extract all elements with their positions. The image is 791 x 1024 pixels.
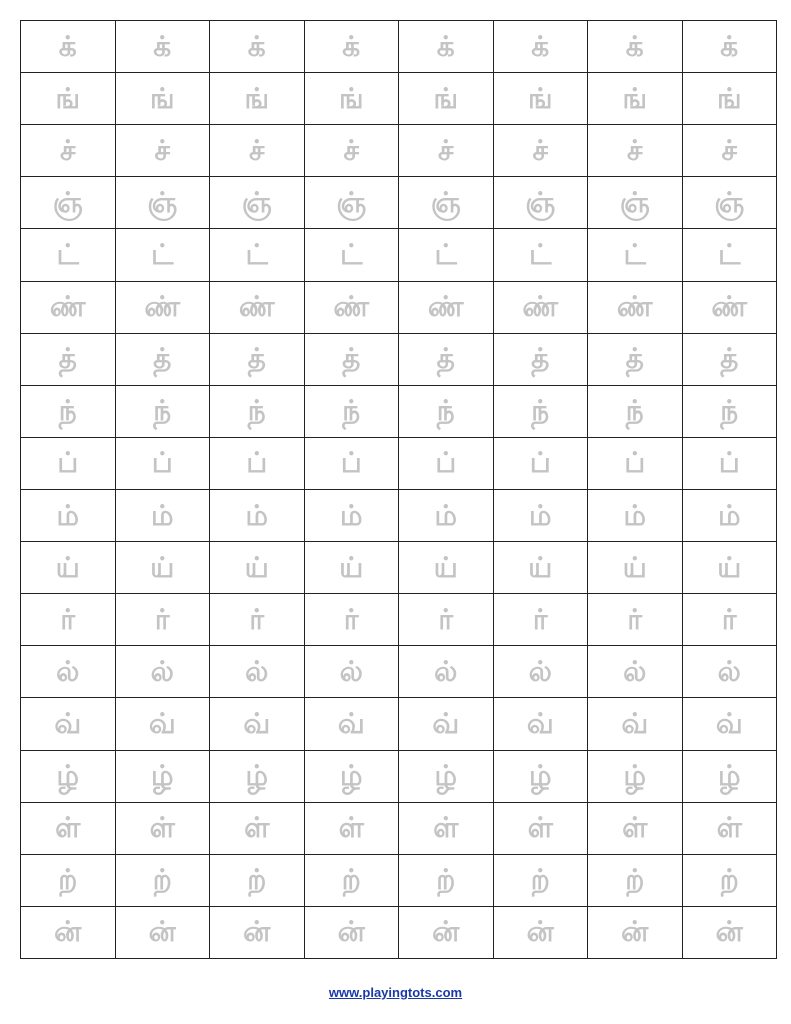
letter-row	[21, 437, 777, 489]
tracing-cell: ல்	[682, 646, 777, 698]
tracing-cell: ழ்	[588, 750, 683, 802]
tracing-cell: ந்	[21, 385, 116, 437]
tracing-cell: ச்	[210, 125, 305, 177]
tracing-grid-body	[21, 21, 777, 959]
letter-row	[21, 489, 777, 541]
tracing-cell: ங்	[210, 73, 305, 125]
tracing-cell: ஞ்	[682, 177, 777, 229]
tracing-cell: ல்	[21, 646, 116, 698]
tracing-cell: ர்	[304, 594, 399, 646]
tracing-cell: ள்	[210, 802, 305, 854]
tracing-cell: ந்	[304, 385, 399, 437]
tracing-cell: ச்	[682, 125, 777, 177]
tracing-cell: ச்	[399, 125, 494, 177]
tracing-cell: ள்	[304, 802, 399, 854]
tracing-cell: ற்	[21, 854, 116, 906]
tracing-cell: ட்	[588, 229, 683, 281]
tracing-cell: வ்	[682, 698, 777, 750]
tracing-cell: ட்	[304, 229, 399, 281]
tracing-cell: ர்	[493, 594, 588, 646]
tracing-cell: ப்	[21, 437, 116, 489]
tracing-cell: வ்	[21, 698, 116, 750]
tracing-cell: க்	[21, 21, 116, 73]
tracing-cell: ன்	[210, 906, 305, 958]
tracing-cell: ஞ்	[21, 177, 116, 229]
tracing-cell: ல்	[588, 646, 683, 698]
tracing-cell: ட்	[682, 229, 777, 281]
tracing-cell: ல்	[210, 646, 305, 698]
tracing-cell: ழ்	[682, 750, 777, 802]
tracing-cell: த்	[399, 333, 494, 385]
tracing-cell: வ்	[304, 698, 399, 750]
letter-row	[21, 21, 777, 73]
tracing-cell: ன்	[21, 906, 116, 958]
letter-row	[21, 177, 777, 229]
tracing-cell: ம்	[210, 489, 305, 541]
tracing-cell: வ்	[588, 698, 683, 750]
tracing-cell: ட்	[115, 229, 210, 281]
tracing-cell: ன்	[493, 906, 588, 958]
tracing-grid	[20, 20, 777, 959]
tracing-cell: ற்	[210, 854, 305, 906]
tracing-cell: ன்	[682, 906, 777, 958]
tracing-cell: ந்	[115, 385, 210, 437]
tracing-cell: ஞ்	[399, 177, 494, 229]
tracing-cell: க்	[588, 21, 683, 73]
letter-row	[21, 906, 777, 958]
letter-row	[21, 698, 777, 750]
tracing-cell: ஞ்	[304, 177, 399, 229]
tracing-cell: க்	[493, 21, 588, 73]
tracing-cell: த்	[682, 333, 777, 385]
tracing-cell: ச்	[304, 125, 399, 177]
letter-row	[21, 385, 777, 437]
tracing-cell: ய்	[399, 542, 494, 594]
tracing-cell: ப்	[493, 437, 588, 489]
tracing-cell: ய்	[304, 542, 399, 594]
letter-row	[21, 125, 777, 177]
tracing-cell: த்	[115, 333, 210, 385]
tracing-cell: ம்	[399, 489, 494, 541]
tracing-cell: ங்	[682, 73, 777, 125]
tracing-cell: ட்	[493, 229, 588, 281]
tracing-cell: ஞ்	[115, 177, 210, 229]
tracing-cell: வ்	[115, 698, 210, 750]
tracing-cell: ழ்	[115, 750, 210, 802]
tracing-cell: த்	[21, 333, 116, 385]
tracing-cell: ந்	[210, 385, 305, 437]
tracing-cell: ம்	[304, 489, 399, 541]
letter-row	[21, 854, 777, 906]
tracing-cell: ள்	[493, 802, 588, 854]
tracing-cell: ன்	[304, 906, 399, 958]
tracing-cell: ள்	[682, 802, 777, 854]
tracing-cell: ன்	[115, 906, 210, 958]
tracing-cell: ச்	[588, 125, 683, 177]
tracing-cell: ற்	[115, 854, 210, 906]
tracing-cell: ர்	[210, 594, 305, 646]
tracing-cell: க்	[115, 21, 210, 73]
tracing-cell: ழ்	[493, 750, 588, 802]
tracing-cell: ஞ்	[493, 177, 588, 229]
tracing-cell: ம்	[115, 489, 210, 541]
tracing-cell: த்	[210, 333, 305, 385]
letter-row	[21, 281, 777, 333]
tracing-cell: ர்	[21, 594, 116, 646]
tracing-cell: ட்	[399, 229, 494, 281]
tracing-cell: ங்	[399, 73, 494, 125]
tracing-cell: ற்	[682, 854, 777, 906]
tracing-cell: ங்	[115, 73, 210, 125]
tracing-cell: ப்	[399, 437, 494, 489]
letter-row	[21, 594, 777, 646]
tracing-cell: ர்	[588, 594, 683, 646]
tracing-cell: ங்	[588, 73, 683, 125]
tracing-cell: ய்	[682, 542, 777, 594]
tracing-cell: ம்	[21, 489, 116, 541]
tracing-cell: ண்	[493, 281, 588, 333]
tracing-cell: த்	[304, 333, 399, 385]
letter-row	[21, 750, 777, 802]
tracing-cell: ண்	[399, 281, 494, 333]
tracing-cell: ர்	[115, 594, 210, 646]
tracing-cell: ண்	[588, 281, 683, 333]
tracing-cell: ற்	[588, 854, 683, 906]
tracing-cell: ல்	[399, 646, 494, 698]
tracing-cell: க்	[399, 21, 494, 73]
tracing-cell: ச்	[115, 125, 210, 177]
tracing-cell: ந்	[682, 385, 777, 437]
tracing-cell: ல்	[493, 646, 588, 698]
tracing-cell: ய்	[115, 542, 210, 594]
tracing-cell: ங்	[493, 73, 588, 125]
tracing-cell: ன்	[588, 906, 683, 958]
tracing-cell: ப்	[210, 437, 305, 489]
tracing-cell: வ்	[399, 698, 494, 750]
letter-row	[21, 542, 777, 594]
tracing-cell: ஞ்	[588, 177, 683, 229]
tracing-cell: ண்	[304, 281, 399, 333]
tracing-cell: த்	[493, 333, 588, 385]
tracing-cell: ம்	[493, 489, 588, 541]
letter-row	[21, 646, 777, 698]
tracing-cell: ல்	[304, 646, 399, 698]
tracing-cell: ச்	[21, 125, 116, 177]
tracing-cell: ச்	[493, 125, 588, 177]
tracing-cell: ண்	[210, 281, 305, 333]
letter-row	[21, 73, 777, 125]
tracing-cell: ய்	[493, 542, 588, 594]
letter-row	[21, 333, 777, 385]
tracing-cell: ழ்	[21, 750, 116, 802]
letter-row	[21, 229, 777, 281]
tracing-cell: ற்	[493, 854, 588, 906]
letter-row	[21, 802, 777, 854]
tracing-cell: ன்	[399, 906, 494, 958]
tracing-cell: ந்	[588, 385, 683, 437]
tracing-cell: ழ்	[210, 750, 305, 802]
tracing-cell: ங்	[21, 73, 116, 125]
tracing-cell: ம்	[682, 489, 777, 541]
tracing-cell: ய்	[21, 542, 116, 594]
tracing-cell: ள்	[588, 802, 683, 854]
tracing-cell: ட்	[21, 229, 116, 281]
tracing-cell: ள்	[399, 802, 494, 854]
website-link[interactable]: www.playingtots.com	[328, 985, 463, 1000]
tracing-cell: வ்	[210, 698, 305, 750]
footer	[0, 985, 791, 1000]
tracing-cell: ழ்	[399, 750, 494, 802]
tracing-cell: வ்	[493, 698, 588, 750]
tracing-cell: ம்	[588, 489, 683, 541]
tracing-cell: ள்	[115, 802, 210, 854]
tracing-cell: ப்	[115, 437, 210, 489]
tracing-cell: க்	[210, 21, 305, 73]
tracing-cell: ள்	[21, 802, 116, 854]
tracing-cell: ய்	[210, 542, 305, 594]
tracing-cell: ண்	[682, 281, 777, 333]
tracing-cell: ட்	[210, 229, 305, 281]
tracing-cell: க்	[682, 21, 777, 73]
tracing-cell: ந்	[493, 385, 588, 437]
tracing-cell: ர்	[399, 594, 494, 646]
tracing-cell: ற்	[304, 854, 399, 906]
tracing-cell: ப்	[682, 437, 777, 489]
tracing-cell: ல்	[115, 646, 210, 698]
tracing-cell: க்	[304, 21, 399, 73]
tracing-cell: ழ்	[304, 750, 399, 802]
tracing-cell: ஞ்	[210, 177, 305, 229]
tracing-cell: ப்	[588, 437, 683, 489]
tracing-cell: ங்	[304, 73, 399, 125]
tracing-cell: ண்	[115, 281, 210, 333]
tracing-cell: ய்	[588, 542, 683, 594]
tracing-cell: ண்	[21, 281, 116, 333]
tracing-cell: ப்	[304, 437, 399, 489]
tracing-cell: ர்	[682, 594, 777, 646]
tracing-cell: த்	[588, 333, 683, 385]
tracing-cell: ற்	[399, 854, 494, 906]
tracing-cell: ந்	[399, 385, 494, 437]
